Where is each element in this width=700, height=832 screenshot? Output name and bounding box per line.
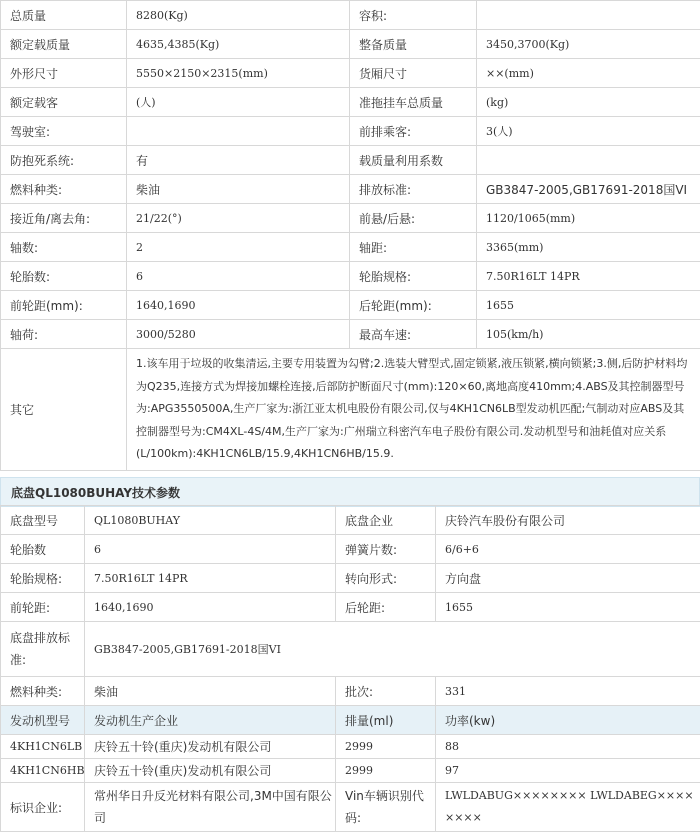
spec-label: 前排乘客: bbox=[350, 117, 477, 146]
id-row bbox=[1, 783, 700, 832]
chassis-emission-row bbox=[1, 622, 700, 677]
chassis-label: 弹簧片数: bbox=[336, 535, 436, 564]
spec-value: GB3847-2005,GB17691-2018国VI bbox=[477, 175, 700, 204]
spec-value: (kg) bbox=[477, 88, 700, 117]
chassis-label: 轮胎数 bbox=[1, 535, 85, 564]
chassis-label: 转向形式: bbox=[336, 564, 436, 593]
chassis-label: 底盘企业 bbox=[336, 506, 436, 535]
chassis-value: QL1080BUHAY bbox=[85, 506, 336, 535]
chassis-value: 庆铃汽车股份有限公司 bbox=[436, 506, 700, 535]
engine-row bbox=[1, 759, 700, 783]
chassis-fuel-row bbox=[1, 677, 700, 706]
spec-label: 轴荷: bbox=[1, 320, 127, 349]
spec-label: 准拖挂车总质量 bbox=[350, 88, 477, 117]
spec-value: 1120/1065(mm) bbox=[477, 204, 700, 233]
fuel-label: 燃料种类: bbox=[1, 677, 85, 706]
id-label: 标识企业: bbox=[1, 783, 85, 832]
spec-value: 3000/5280 bbox=[127, 320, 350, 349]
spec-label: 最高车速: bbox=[350, 320, 477, 349]
spec-row bbox=[1, 88, 700, 117]
fuel-value: 柴油 bbox=[85, 677, 336, 706]
chassis-value: 7.50R16LT 14PR bbox=[85, 564, 336, 593]
spec-label: 外形尺寸 bbox=[1, 59, 127, 88]
chassis-label: 轮胎规格: bbox=[1, 564, 85, 593]
spec-row bbox=[1, 146, 700, 175]
chassis-value: 6 bbox=[85, 535, 336, 564]
spec-row bbox=[1, 204, 700, 233]
spec-label: 容积: bbox=[350, 1, 477, 30]
chassis-value: 6/6+6 bbox=[436, 535, 700, 564]
spec-value: 105(km/h) bbox=[477, 320, 700, 349]
spec-label: 轴距: bbox=[350, 233, 477, 262]
chassis-label: 前轮距: bbox=[1, 593, 85, 622]
emission-value: GB3847-2005,GB17691-2018国VI bbox=[85, 622, 700, 677]
spec-row bbox=[1, 320, 700, 349]
spec-label: 额定载质量 bbox=[1, 30, 127, 59]
chassis-row bbox=[1, 535, 700, 564]
spec-value: ××(mm) bbox=[477, 59, 700, 88]
engine-power: 88 bbox=[436, 735, 700, 759]
spec-row-other bbox=[1, 349, 700, 471]
spec-value: 21/22(°) bbox=[127, 204, 350, 233]
chassis-row bbox=[1, 593, 700, 622]
spec-label: 货厢尺寸 bbox=[350, 59, 477, 88]
spec-label: 总质量 bbox=[1, 1, 127, 30]
spec-label: 前悬/后悬: bbox=[350, 204, 477, 233]
spec-row bbox=[1, 1, 700, 30]
engine-displacement: 2999 bbox=[336, 759, 436, 783]
spec-value: 有 bbox=[127, 146, 350, 175]
batch-value: 331 bbox=[436, 677, 700, 706]
spec-value: 柴油 bbox=[127, 175, 350, 204]
spec-label: 额定载客 bbox=[1, 88, 127, 117]
engine-maker-header: 发动机生产企业 bbox=[85, 706, 336, 735]
spec-value: 3365(mm) bbox=[477, 233, 700, 262]
spec-label: 燃料种类: bbox=[1, 175, 127, 204]
spec-value: (人) bbox=[127, 88, 350, 117]
engine-model: 4KH1CN6LB bbox=[1, 735, 85, 759]
chassis-value: 1655 bbox=[436, 593, 700, 622]
vin-value: LWLDABUG×××××××× LWLDABEG×××××××× bbox=[436, 783, 700, 832]
spec-value: 1655 bbox=[477, 291, 700, 320]
chassis-value: 方向盘 bbox=[436, 564, 700, 593]
chassis-label: 底盘型号 bbox=[1, 506, 85, 535]
engine-model: 4KH1CN6HB bbox=[1, 759, 85, 783]
spec-value: 1640,1690 bbox=[127, 291, 350, 320]
spec-label: 后轮距(mm): bbox=[350, 291, 477, 320]
spec-row bbox=[1, 262, 700, 291]
engine-displacement: 2999 bbox=[336, 735, 436, 759]
chassis-label: 后轮距: bbox=[336, 593, 436, 622]
spec-value: 7.50R16LT 14PR bbox=[477, 262, 700, 291]
spec-row bbox=[1, 30, 700, 59]
engine-maker: 庆铃五十铃(重庆)发动机有限公司 bbox=[85, 735, 336, 759]
chassis-row bbox=[1, 564, 700, 593]
spec-row bbox=[1, 291, 700, 320]
chassis-section-header bbox=[0, 477, 700, 507]
spec-label: 接近角/离去角: bbox=[1, 204, 127, 233]
engine-power: 97 bbox=[436, 759, 700, 783]
engine-row bbox=[1, 735, 700, 759]
emission-label: 底盘排放标准: bbox=[1, 622, 85, 677]
chassis-row bbox=[1, 506, 700, 535]
spec-row bbox=[1, 59, 700, 88]
spec-label: 轮胎规格: bbox=[350, 262, 477, 291]
spec-value bbox=[477, 146, 700, 175]
spec-row bbox=[1, 233, 700, 262]
spec-label: 前轮距(mm): bbox=[1, 291, 127, 320]
spec-label: 整备质量 bbox=[350, 30, 477, 59]
spec-label: 驾驶室: bbox=[1, 117, 127, 146]
batch-label: 批次: bbox=[336, 677, 436, 706]
spec-label: 防抱死系统: bbox=[1, 146, 127, 175]
engine-maker: 庆铃五十铃(重庆)发动机有限公司 bbox=[85, 759, 336, 783]
spec-value bbox=[477, 1, 700, 30]
spec-row bbox=[1, 175, 700, 204]
spec-value: 2 bbox=[127, 233, 350, 262]
spec-label: 轴数: bbox=[1, 233, 127, 262]
power-header: 功率(kw) bbox=[436, 706, 700, 735]
other-notes: 1.该车用于垃圾的收集清运,主要专用装置为勾臂;2.选装大臂型式,固定锁紧,液压锁紧,横向锁紧;3.侧,后防护材料均为Q235,连接方式为焊接加螺栓连接,后部防护断面尺寸(mm):120×60,离地高度410mm;4.ABS及其控制器型号为:APG3550500A,生产厂家为:浙江亚太机电股份有限公司,仅与4KH1CN6LB型发动机匹配;气制动对应ABS及其控制器型号为:CM4XL-4S/4M,生产厂家为:广州瑞立科密汽车电子股份有限公司.发动机型号和油耗值对应关系(L/100km):4KH1CN6LB/15.9,4KH1CN6HB/15.9. bbox=[127, 349, 700, 471]
engine-header-row bbox=[1, 706, 700, 735]
vin-label: Vin车辆识别代码: bbox=[336, 783, 436, 832]
id-companies: 常州华日升反光材料有限公司,3M中国有限公司 bbox=[85, 783, 336, 832]
chassis-value: 1640,1690 bbox=[85, 593, 336, 622]
other-label: 其它 bbox=[1, 349, 127, 471]
spec-label: 轮胎数: bbox=[1, 262, 127, 291]
spec-value: 3450,3700(Kg) bbox=[477, 30, 700, 59]
spec-label: 排放标准: bbox=[350, 175, 477, 204]
spec-value: 5550×2150×2315(mm) bbox=[127, 59, 350, 88]
chassis-title: 底盘QL1080BUHAY技术参数 bbox=[11, 486, 181, 500]
displacement-header: 排量(ml) bbox=[336, 706, 436, 735]
spec-label: 载质量利用系数 bbox=[350, 146, 477, 175]
spec-value bbox=[127, 117, 350, 146]
spec-value: 8280(Kg) bbox=[127, 1, 350, 30]
spec-value: 3(人) bbox=[477, 117, 700, 146]
chassis-spec-table bbox=[0, 505, 700, 832]
spec-value: 4635,4385(Kg) bbox=[127, 30, 350, 59]
spec-row bbox=[1, 117, 700, 146]
engine-model-header: 发动机型号 bbox=[1, 706, 85, 735]
spec-value: 6 bbox=[127, 262, 350, 291]
